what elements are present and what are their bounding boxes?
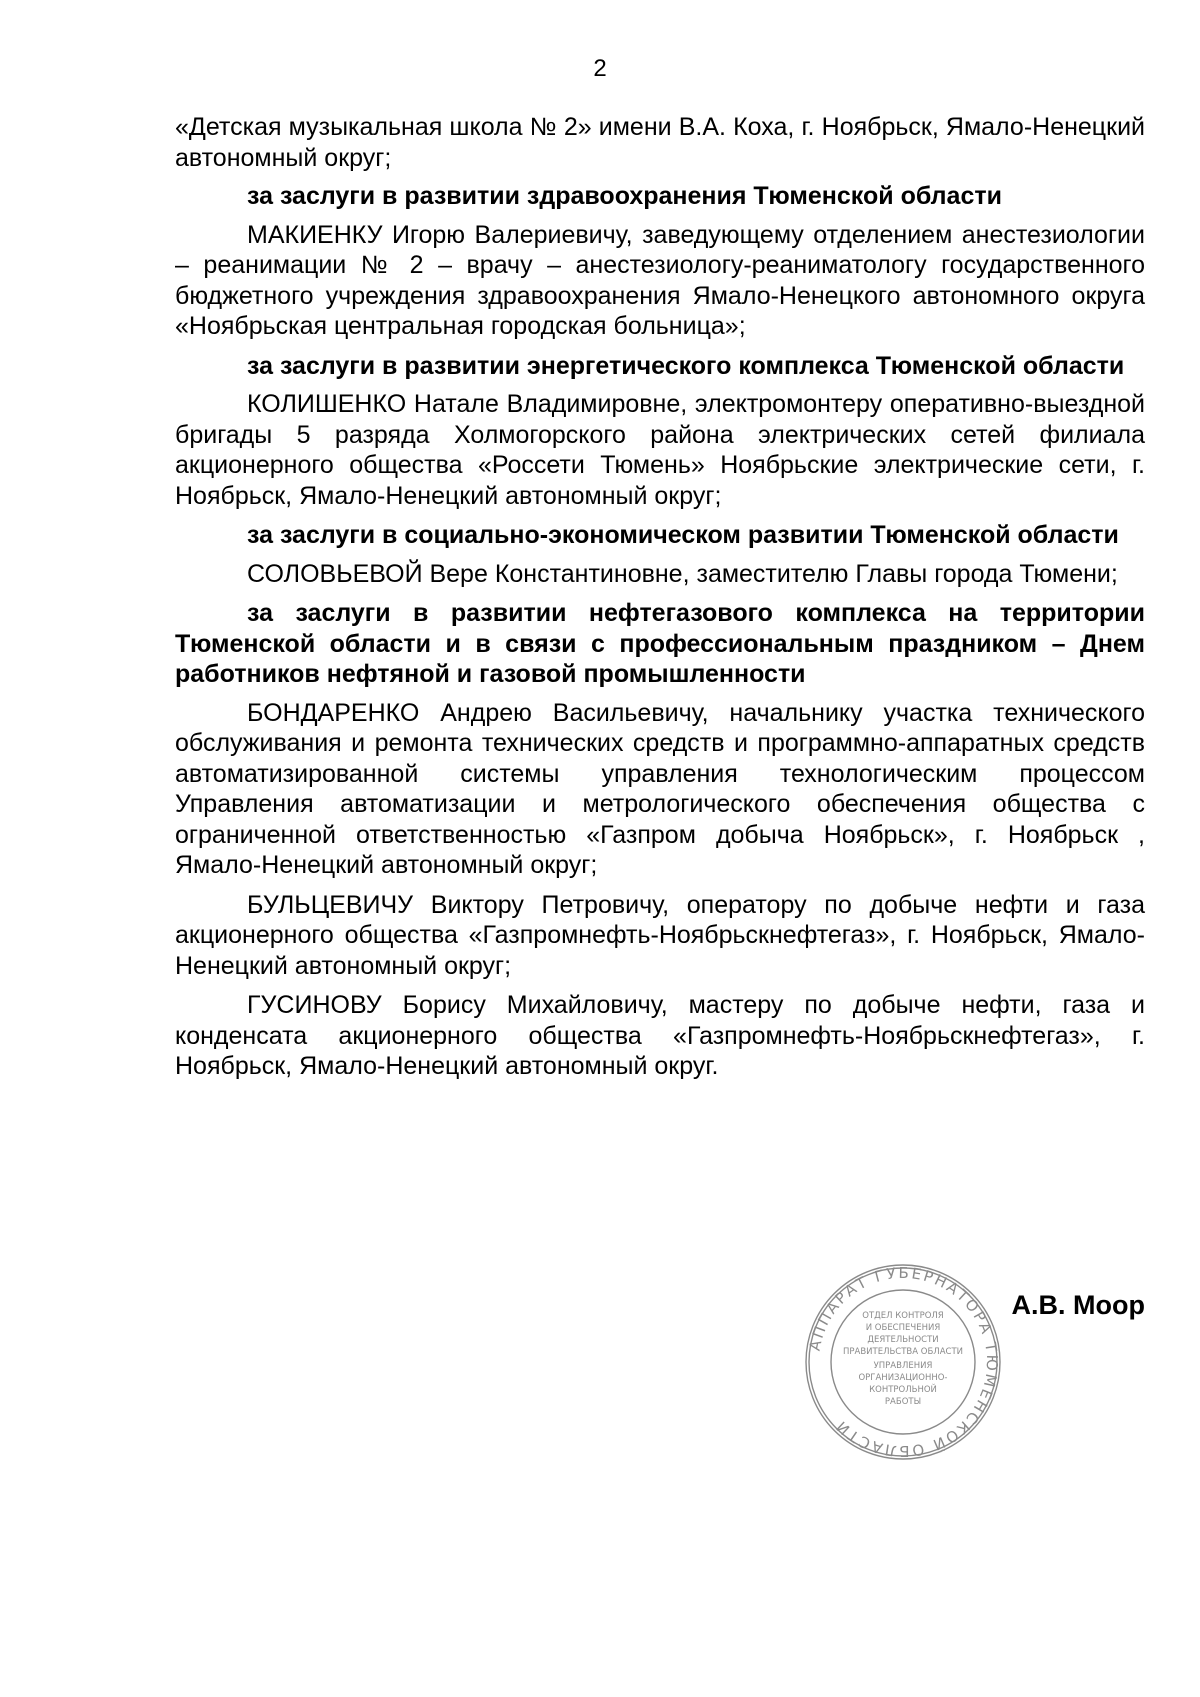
stamp-line: И ОБЕСПЕЧЕНИЯ <box>865 1323 941 1333</box>
section-heading-oil-gas: за заслуги в развитии нефтегазового комплекса на территории Тюменской области и в связи с профессиональным праздником – Днем работников нефтяной и газовой промышленности <box>175 599 1145 688</box>
stamp-line: УПРАВЛЕНИЯ <box>873 1361 933 1371</box>
stamp-line: ДЕЯТЕЛЬНОСТИ <box>867 1335 939 1345</box>
award-entry-kolishenko: КОЛИШЕНКО Натале Владимировне, электромонтеру оперативно-выездной бригады 5 разряда Холмогорского района электрических сетей филиала акционерного общества «Россети Тюмень» Ноябрьские электрические сети, г. Ноябрьск, Ямало-Ненецкий автономный округ; <box>175 390 1145 510</box>
stamp-outer-text: АППАРАТ ГУБЕРНАТОРА ТЮМЕНСКОЙ ОБЛАСТИ <box>805 1263 1002 1461</box>
award-entry-bultsevich: БУЛЬЦЕВИЧУ Виктору Петровичу, оператору по добыче нефти и газа акционерного общества «Газпромнефть-Ноябрьскнефтегаз», г. Ноябрьск, Ямало-Ненецкий автономный округ; <box>175 890 1145 980</box>
award-entry-bondarenko: БОНДАРЕНКО Андрею Васильевичу, начальнику участка технического обслуживания и ремонта технических средств и программно-аппаратных средств автоматизированной системы управления технологическим процессом Управления автоматизации и метрологического обеспечения общества с ограниченной ответственностью «Газпром добыча Ноябрьск», г. Ноябрьск , Ямало-Ненецкий автономный округ; <box>175 698 1145 879</box>
stamp-line: РАБОТЫ <box>884 1397 922 1407</box>
stamp-line: ОТДЕЛ КОНТРОЛЯ <box>862 1311 944 1321</box>
stamp-line: ОРГАНИЗАЦИОННО- <box>858 1373 948 1383</box>
section-heading-healthcare: за заслуги в развитии здравоохранения Тюменской области <box>247 182 1002 210</box>
official-stamp <box>803 1262 1003 1462</box>
award-entry-makienko: МАКИЕНКУ Игорю Валериевичу, заведующему отделением анестезиологии – реанимации № 2 – врачу – анестезиологу-реаниматологу государственного бюджетного учреждения здравоохранения Ямало-Ненецкого автономного округа «Ноябрьская центральная городская больница»; <box>175 220 1145 340</box>
document-body <box>175 112 1145 1091</box>
award-entry-solovyeva: СОЛОВЬЕВОЙ Вере Константиновне, заместителю Главы города Тюмени; <box>247 559 1118 588</box>
stamp-line: КОНТРОЛЬНОЙ <box>869 1385 937 1395</box>
page-number: 2 <box>593 55 607 82</box>
section-heading-socio-economic: за заслуги в социально-экономическом развитии Тюменской области <box>247 521 1119 549</box>
award-entry-gusinov: ГУСИНОВУ Борису Михайловичу, мастеру по добыче нефти, газа и конденсата акционерного общества «Газпромнефть-Ноябрьскнефтегаз», г. Ноябрьск, Ямало-Ненецкий автономный округ. <box>175 991 1145 1080</box>
signature-name: А.В. Моор <box>1011 1290 1145 1320</box>
section-heading-energy: за заслуги в развитии энергетического комплекса Тюменской области <box>247 351 1125 380</box>
paragraph-continuation: «Детская музыкальная школа № 2» имени В.А. Коха, г. Ноябрьск, Ямало-Ненецкий автономный округ; <box>175 113 1145 172</box>
stamp-line: ПРАВИТЕЛЬСТВА ОБЛАСТИ <box>843 1347 963 1357</box>
